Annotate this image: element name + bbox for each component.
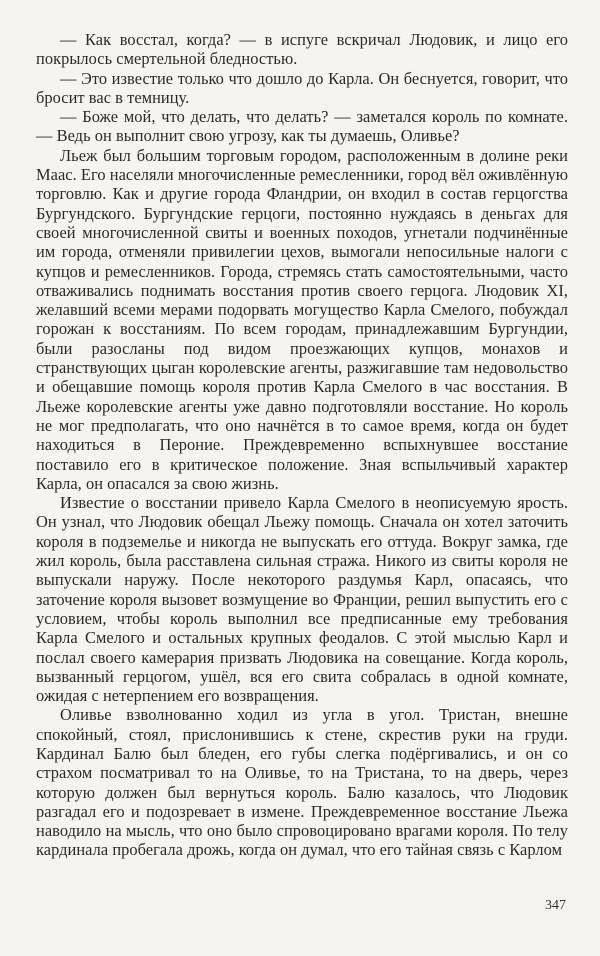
paragraph-1: — Как восстал, когда? — в испуге вскричал Людовик, и лицо его покрылось смертельной бледностью.: [36, 30, 568, 69]
paragraph-3: — Боже мой, что делать, что делать? — заметался король по комнате. — Ведь он выполнит свою угрозу, как ты думаешь, Оливье?: [36, 107, 568, 146]
paragraph-4: Льеж был большим торговым городом, расположенным в долине реки Маас. Его населяли многочисленные ремесленники, город вёл оживлённую торговлю. Как и другие города Фландрии, он входил в состав герцогства Бургундского. Бургундские герцоги, постоянно нуждаясь в деньгах для своей многочисленной свиты и военных походов, угнетали подчинённые им города, отменяли привилегии цехов, вымогали непосильные налоги с купцов и ремесленников. Города, стремясь стать самостоятельными, часто отваживались поднимать восстания против своего герцога. Людовик XI, желавший всеми мерами подорвать могущество Карла Смелого, побуждал горожан к восстаниям. По всем городам, принадлежавшим Бургундии, были разосланы под видом проезжающих купцов, монахов и странствующих цыган королевские агенты, разжигавшие там недовольство и обещавшие помощь короля против Карла Смелого в час восстания. В Льеже королевские агенты уже давно подготовляли восстание. Но король не мог предполагать, что оно начнётся в то самое время, когда он будет находиться в Пероние. Преждевременно вспыхнувшее восстание поставило его в критическое положение. Зная вспыльчивый характер Карла, он опасался за свою жизнь.: [36, 145, 568, 493]
paragraph-2: — Это известие только что дошло до Карла. Он беснуется, говорит, что бросит вас в темницу.: [36, 68, 568, 107]
text-page: [36, 30, 568, 860]
page-number: 347: [545, 898, 566, 913]
paragraph-5: Известие о восстании привело Карла Смелого в неописуемую ярость. Он узнал, что Людовик обещал Льежу помощь. Сначала он хотел заточить короля в подземелье и никогда не выпускать его оттуда. Вокруг замка, где жил король, была расставлена сильная стража. Никого из свиты короля не выпускали наружу. После некоторого раздумья Карл, опасаясь, что заточение короля вызовет возмущение во Франции, решил выпустить его с условием, чтобы король выполнил все предписанные ему требования Карла Смелого и остальных крупных феодалов. С этой мыслью Карл и послал своего камерария призвать Людовика на совещание. Когда король, вызванный герцогом, ушёл, вся его свита собралась в одной комнате, ожидая с нетерпением его возвращения.: [36, 493, 568, 706]
paragraph-6: Оливье взволнованно ходил из угла в угол. Тристан, внешне спокойный, стоял, прислонившись к стене, скрестив руки на груди. Кардинал Балю был бледен, его губы слегка подёргивались, и он со страхом посматривал то на Оливье, то на Тристана, то на дверь, через которую должен был вернуться король. Балю казалось, что Людовик разгадал его и подозревает в измене. Преждевременное восстание Льежа наводило на мысль, что оно было спровоцировано врагами короля. По телу кардинала пробегала дрожь, когда он думал, что его тайная связь с Карлом: [36, 705, 568, 860]
